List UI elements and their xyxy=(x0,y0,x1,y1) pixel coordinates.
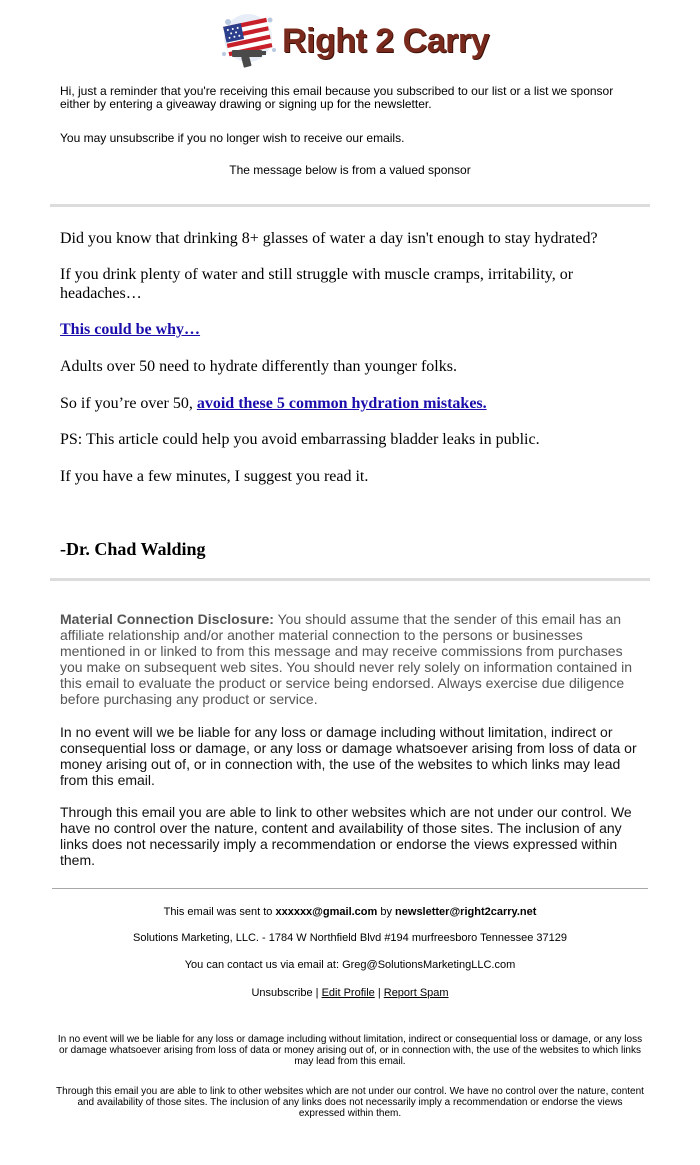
signature: -Dr. Chad Walding xyxy=(60,539,206,559)
company-address: Solutions Marketing, LLC. - 1784 W Northfield Blvd #194 murfreesboro Tennessee 37129 xyxy=(133,932,567,944)
contact-line: You can contact us via email at: Greg@SolutionsMarketingLLC.com xyxy=(184,959,516,971)
link-separator: | xyxy=(312,987,322,999)
edit-profile-link[interactable]: Edit Profile xyxy=(321,987,375,999)
message-paragraph-5: PS: This article could help you avoid embarrassing bladder leaks in public. xyxy=(60,431,540,448)
footer-links xyxy=(0,987,700,999)
footer-links-disclaimer: Through this email you are able to link to other websites which are not under our control. We have no control over the nature, content and availability of those sites. The inclusion of any links does not necessarily imply a recommendation or endorse the views expressed within them. xyxy=(56,1086,644,1119)
sponsor-note: The message below is from a valued sponsor xyxy=(229,163,471,177)
footer-liability-disclaimer: In no event will we be liable for any loss or damage including without limitation, indirect or consequential loss or damage, or any loss or damage whatsoever arising from loss of data or money arising out of, or in connection with, the use of the websites to which links may lead from this email. xyxy=(57,1034,643,1067)
message-paragraph-2: If you drink plenty of water and still struggle with muscle cramps, irritability, or headaches… xyxy=(60,266,574,302)
unsubscribe-link[interactable]: Unsubscribe xyxy=(251,987,313,999)
divider-top xyxy=(50,204,650,207)
disclosure-text: You should assume that the sender of this email has an affiliate relationship and/or another material connection to the persons or businesses mentioned in or linked to from this message and may receive commissions from purchases you make on subsequent web sites. You should never rely solely on information contained in this email to evaluate the product or service being endorsed. Always exercise due diligence before purchasing any product or service. xyxy=(60,611,633,707)
divider-middle xyxy=(50,578,650,581)
recipient-email: xxxxxx@gmail.com xyxy=(275,906,378,918)
message-paragraph-4 xyxy=(60,394,620,413)
sender-email: newsletter@right2carry.net xyxy=(395,906,537,918)
message-paragraph-1: Did you know that drinking 8+ glasses of water a day isn't enough to stay hydrated? xyxy=(60,230,598,247)
this-could-be-why-link[interactable]: This could be why… xyxy=(60,321,201,338)
brand-name: Right 2 Carry xyxy=(282,22,489,60)
sent-prefix: This email was sent to xyxy=(163,906,276,918)
brand-logo xyxy=(218,10,489,70)
sent-by: by xyxy=(377,906,396,918)
sent-to-line xyxy=(0,906,700,918)
liability-disclaimer: In no event will we be liable for any loss or damage including without limitation, indirect or consequential loss or damage, or any loss or damage whatsoever arising from loss of data or money arising out of, or in connection with, the use of the websites to which links may lead from this email. xyxy=(60,724,637,788)
divider-footer xyxy=(52,888,648,889)
unsubscribe-note: You may unsubscribe if you no longer wish to receive our emails. xyxy=(60,131,405,145)
material-connection-disclosure xyxy=(60,611,640,707)
link-separator: | xyxy=(374,987,384,999)
disclosure-label: Material Connection Disclosure: xyxy=(60,611,274,627)
hydration-mistakes-link[interactable]: avoid these 5 common hydration mistakes. xyxy=(196,395,487,412)
subscription-reminder: Hi, just a reminder that you're receiving this email because you subscribed to our list or a list we sponsor either by entering a giveaway drawing or signing up for the newsletter. xyxy=(60,84,614,111)
message-paragraph-6: If you have a few minutes, I suggest you read it. xyxy=(60,468,369,485)
report-spam-link[interactable]: Report Spam xyxy=(383,987,449,999)
external-links-disclaimer: Through this email you are able to link to other websites which are not under our control. We have no control over the nature, content and availability of those sites. The inclusion of any links does not necessarily imply a recommendation or endorse the views expressed within them. xyxy=(60,804,632,868)
message-paragraph-4-prefix: So if you’re over 50, xyxy=(60,395,197,412)
flag-pistol-icon xyxy=(218,10,280,70)
message-paragraph-3: Adults over 50 need to hydrate differently than younger folks. xyxy=(60,358,457,375)
message-link-paragraph xyxy=(60,320,620,339)
